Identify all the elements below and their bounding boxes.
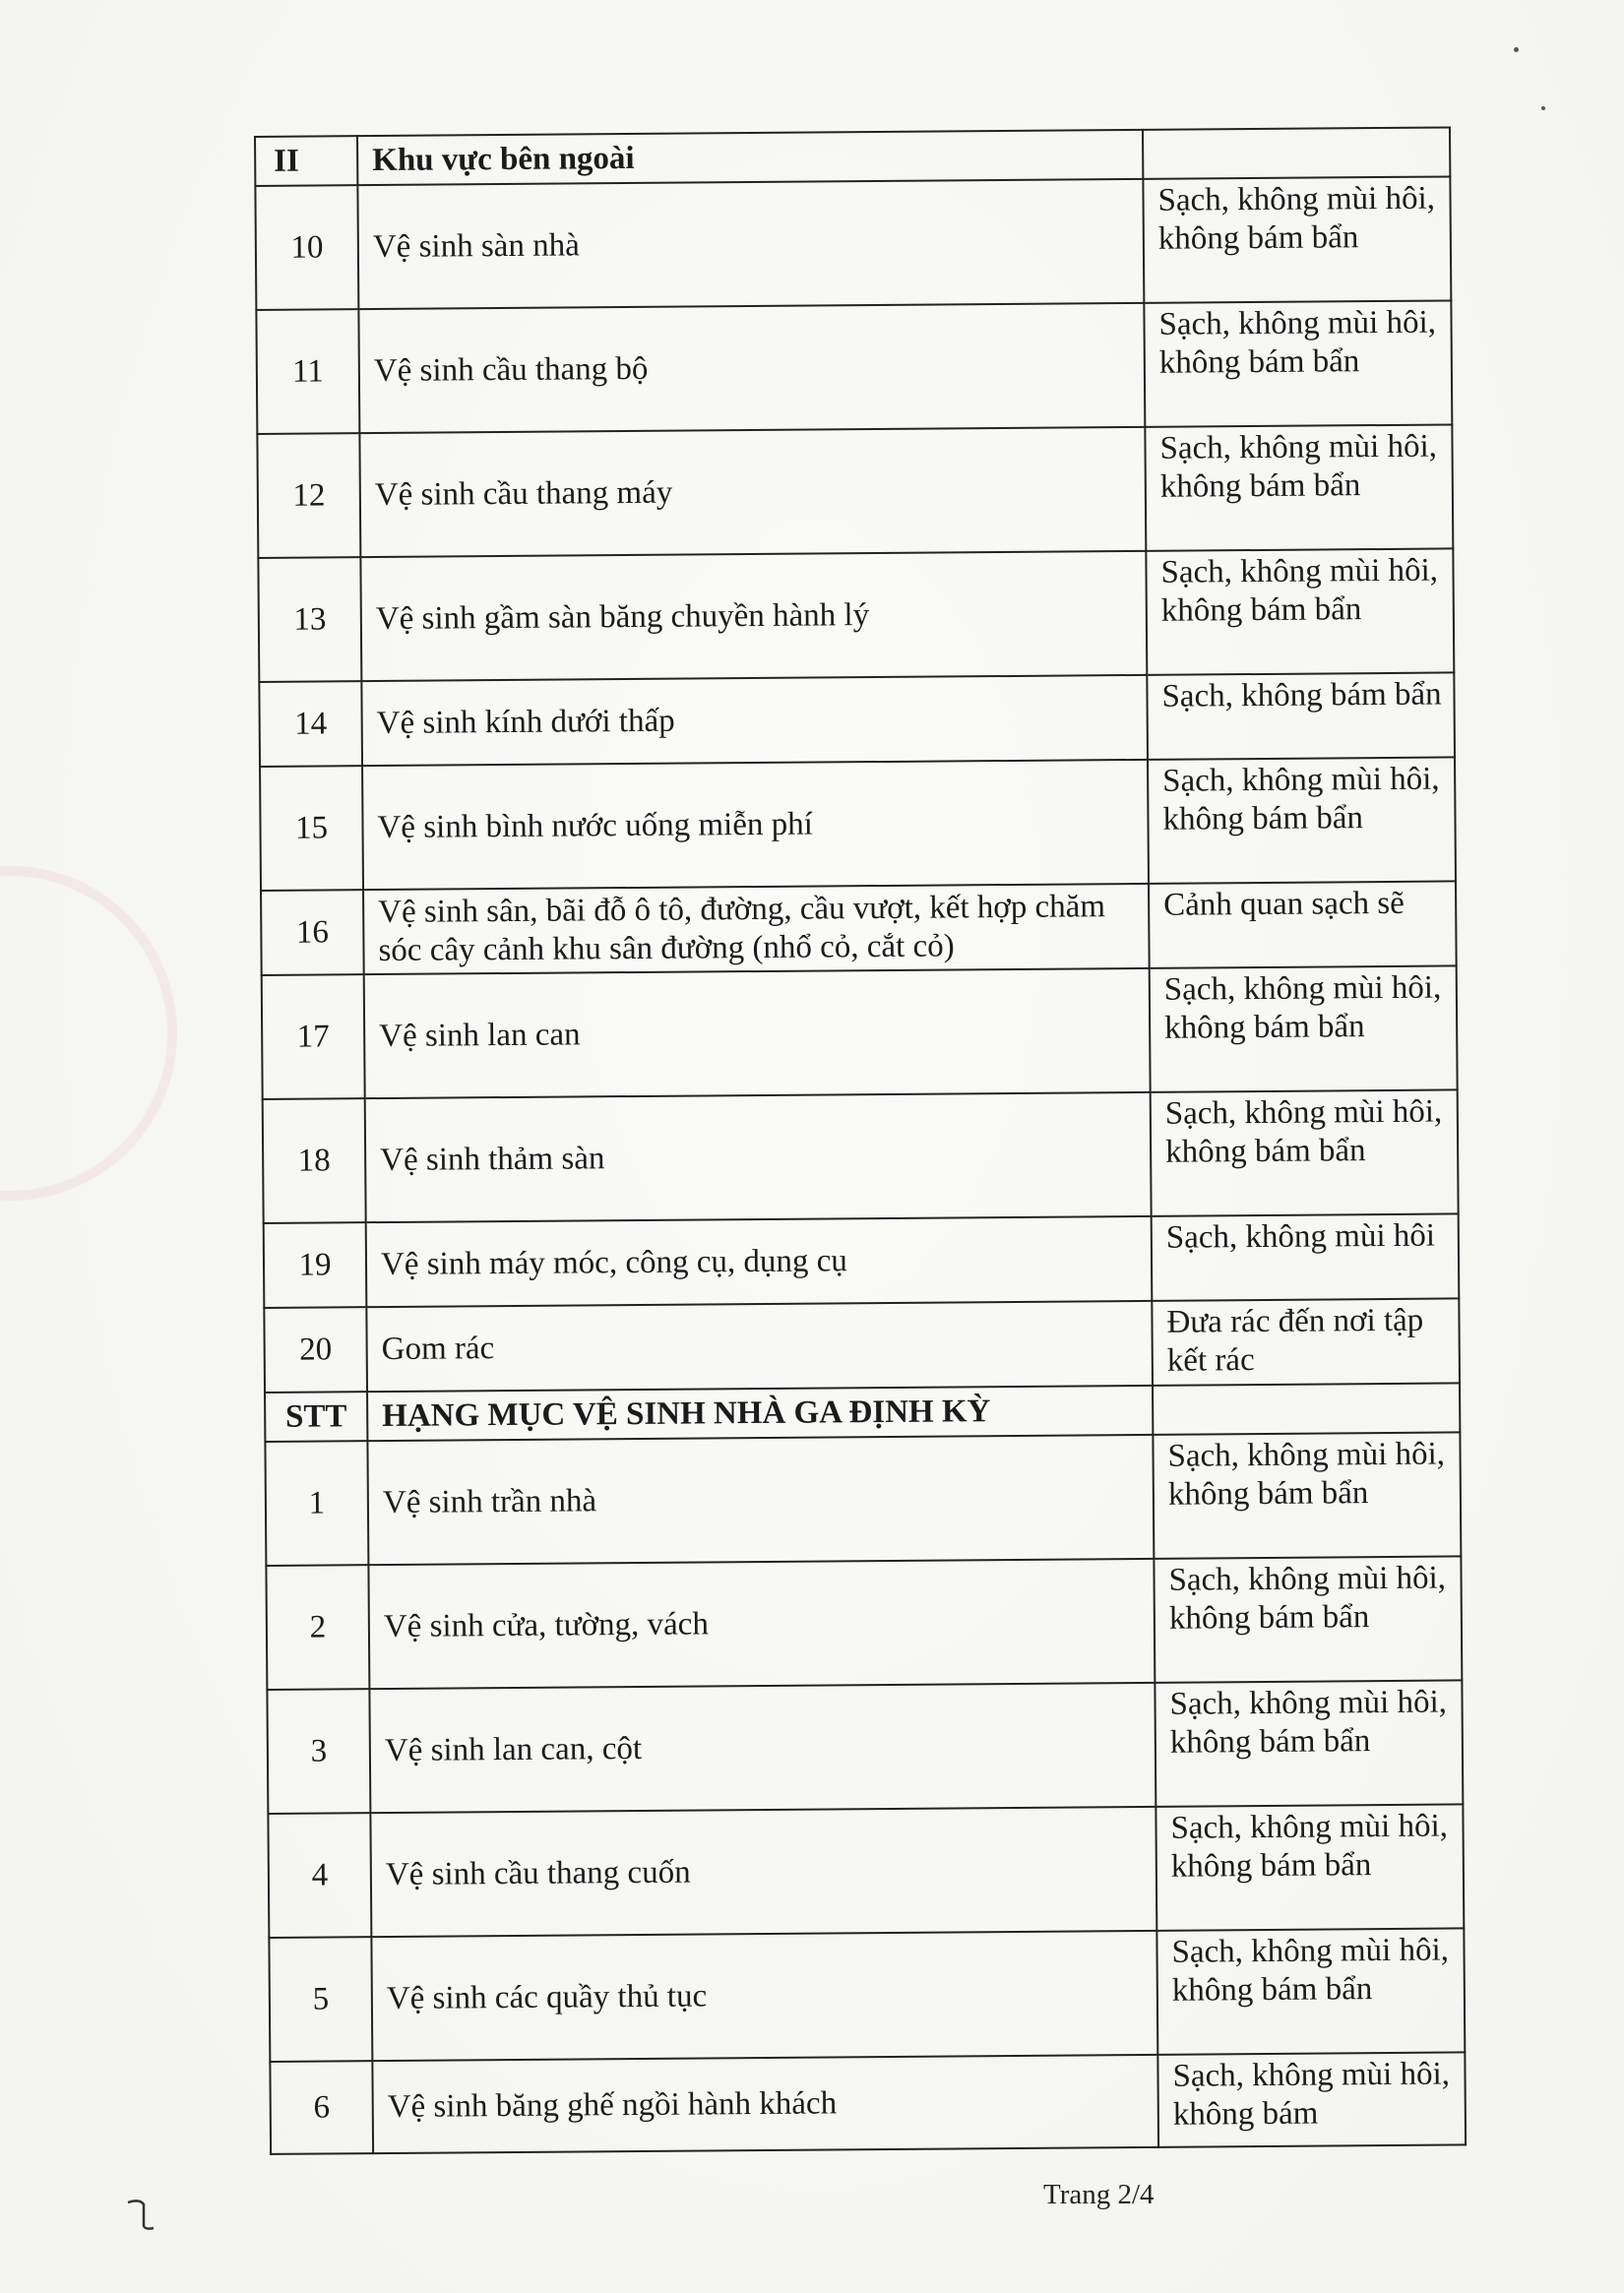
stt-cell: 18	[263, 1098, 366, 1223]
table-row	[262, 965, 1458, 1099]
item-cell: Vệ sinh sàn nhà	[357, 179, 1144, 309]
stt-cell: 13	[258, 557, 361, 682]
table-row	[261, 881, 1457, 975]
item-cell: Vệ sinh các quầy thủ tục	[371, 1931, 1157, 2061]
requirement-cell: Sạch, không mùi hôi, không bám bẩn	[1144, 300, 1452, 426]
requirement-cell: Sạch, không mùi hôi, không bám bẩn	[1156, 1928, 1465, 2054]
requirement-cell: Sạch, không bám bẩn	[1147, 672, 1455, 759]
stt-cell: 16	[261, 890, 364, 975]
stt-cell: 10	[255, 185, 358, 310]
requirement-cell	[1153, 1383, 1460, 1434]
requirement-cell: Sạch, không mùi hôi, không bám bẩn	[1146, 548, 1454, 674]
item-cell: Vệ sinh băng ghế ngồi hành khách	[372, 2055, 1158, 2153]
table-row	[269, 1928, 1465, 2062]
item-cell: Khu vực bên ngoài	[357, 130, 1143, 185]
stt-cell: 3	[267, 1689, 370, 1814]
table-row	[256, 300, 1452, 434]
stt-cell: 4	[268, 1813, 371, 1938]
requirement-cell: Sạch, không mùi hôi, không bám bẩn	[1154, 1556, 1462, 1682]
cleaning-schedule-table	[254, 126, 1467, 2154]
table-row	[270, 2052, 1466, 2154]
requirement-cell: Sạch, không mùi hôi, không bám bẩn	[1151, 1089, 1459, 1215]
stt-cell: 12	[257, 433, 360, 558]
stt-cell: 2	[266, 1565, 369, 1690]
requirement-cell: Sạch, không mùi hôi, không bám	[1157, 2052, 1466, 2146]
table-row	[255, 176, 1451, 310]
table-row	[267, 1680, 1463, 1814]
item-cell: Vệ sinh kính dưới thấp	[361, 675, 1148, 766]
item-cell: Vệ sinh cầu thang cuốn	[370, 1807, 1156, 1937]
table-row	[263, 1089, 1459, 1223]
requirement-cell: Sạch, không mùi hôi, không bám bẩn	[1156, 1804, 1464, 1930]
stt-cell: STT	[265, 1392, 367, 1442]
stt-cell: 1	[265, 1441, 368, 1566]
stt-cell: 5	[269, 1937, 372, 2062]
requirement-cell: Sạch, không mùi hôi, không bám bẩn	[1153, 1432, 1461, 1558]
table-row	[257, 424, 1453, 558]
table-row	[265, 1432, 1461, 1566]
item-cell: HẠNG MỤC VỆ SINH NHÀ GA ĐỊNH KỲ	[367, 1386, 1153, 1441]
table-row	[259, 672, 1455, 767]
speck	[1514, 47, 1519, 52]
table-row	[260, 757, 1456, 891]
stt-cell: 14	[259, 681, 362, 767]
corner-mark	[126, 2197, 156, 2232]
stt-cell: 20	[264, 1307, 367, 1393]
table-body	[255, 127, 1466, 2153]
stt-cell: 6	[270, 2061, 373, 2154]
requirement-cell: Sạch, không mùi hôi, không bám bẩn	[1155, 1680, 1463, 1806]
stt-cell: II	[255, 136, 357, 186]
item-cell: Vệ sinh cầu thang máy	[359, 427, 1146, 557]
item-cell: Vệ sinh thảm sàn	[365, 1092, 1152, 1222]
table-row	[268, 1804, 1464, 1938]
stt-cell: 11	[256, 309, 359, 434]
requirement-cell: Sạch, không mùi hôi, không bám bẩn	[1143, 176, 1451, 302]
item-cell: Vệ sinh sân, bãi đỗ ô tô, đường, cầu vượt, kết hợp chăm sóc cây cảnh khu sân đường (nhổ cỏ, cắt cỏ)	[363, 884, 1150, 974]
stamp-ghost	[0, 866, 177, 1201]
table-row	[258, 548, 1454, 682]
cleaning-schedule-table-wrap	[254, 126, 1465, 2154]
page-number: Trang 2/4	[1043, 2179, 1155, 2210]
item-cell: Vệ sinh máy móc, công cụ, dụng cụ	[366, 1216, 1153, 1307]
item-cell: Vệ sinh bình nước uống miễn phí	[362, 760, 1149, 890]
stt-cell: 19	[264, 1222, 367, 1308]
requirement-cell: Sạch, không mùi hôi, không bám bẩn	[1148, 757, 1456, 883]
requirement-cell: Cảnh quan sạch sẽ	[1149, 881, 1457, 967]
table-row	[266, 1556, 1462, 1690]
requirement-cell: Sạch, không mùi hôi	[1152, 1213, 1460, 1300]
requirement-cell: Sạch, không mùi hôi, không bám bẩn	[1145, 424, 1453, 550]
stt-cell: 17	[262, 974, 365, 1099]
item-cell: Vệ sinh cầu thang bộ	[358, 303, 1145, 433]
item-cell: Vệ sinh cửa, tường, vách	[368, 1559, 1155, 1689]
requirement-cell	[1143, 127, 1450, 178]
item-cell: Vệ sinh trần nhà	[367, 1435, 1154, 1565]
item-cell: Vệ sinh lan can, cột	[369, 1683, 1156, 1813]
speck	[1541, 106, 1545, 110]
stt-cell: 15	[260, 766, 363, 891]
table-row	[264, 1213, 1460, 1308]
item-cell: Vệ sinh gầm sàn băng chuyền hành lý	[360, 551, 1147, 681]
item-cell: Vệ sinh lan can	[364, 968, 1151, 1098]
item-cell: Gom rác	[366, 1301, 1153, 1392]
requirement-cell: Sạch, không mùi hôi, không bám bẩn	[1150, 965, 1458, 1091]
requirement-cell: Đưa rác đến nơi tập kết rác	[1152, 1298, 1460, 1385]
table-row	[264, 1298, 1460, 1393]
